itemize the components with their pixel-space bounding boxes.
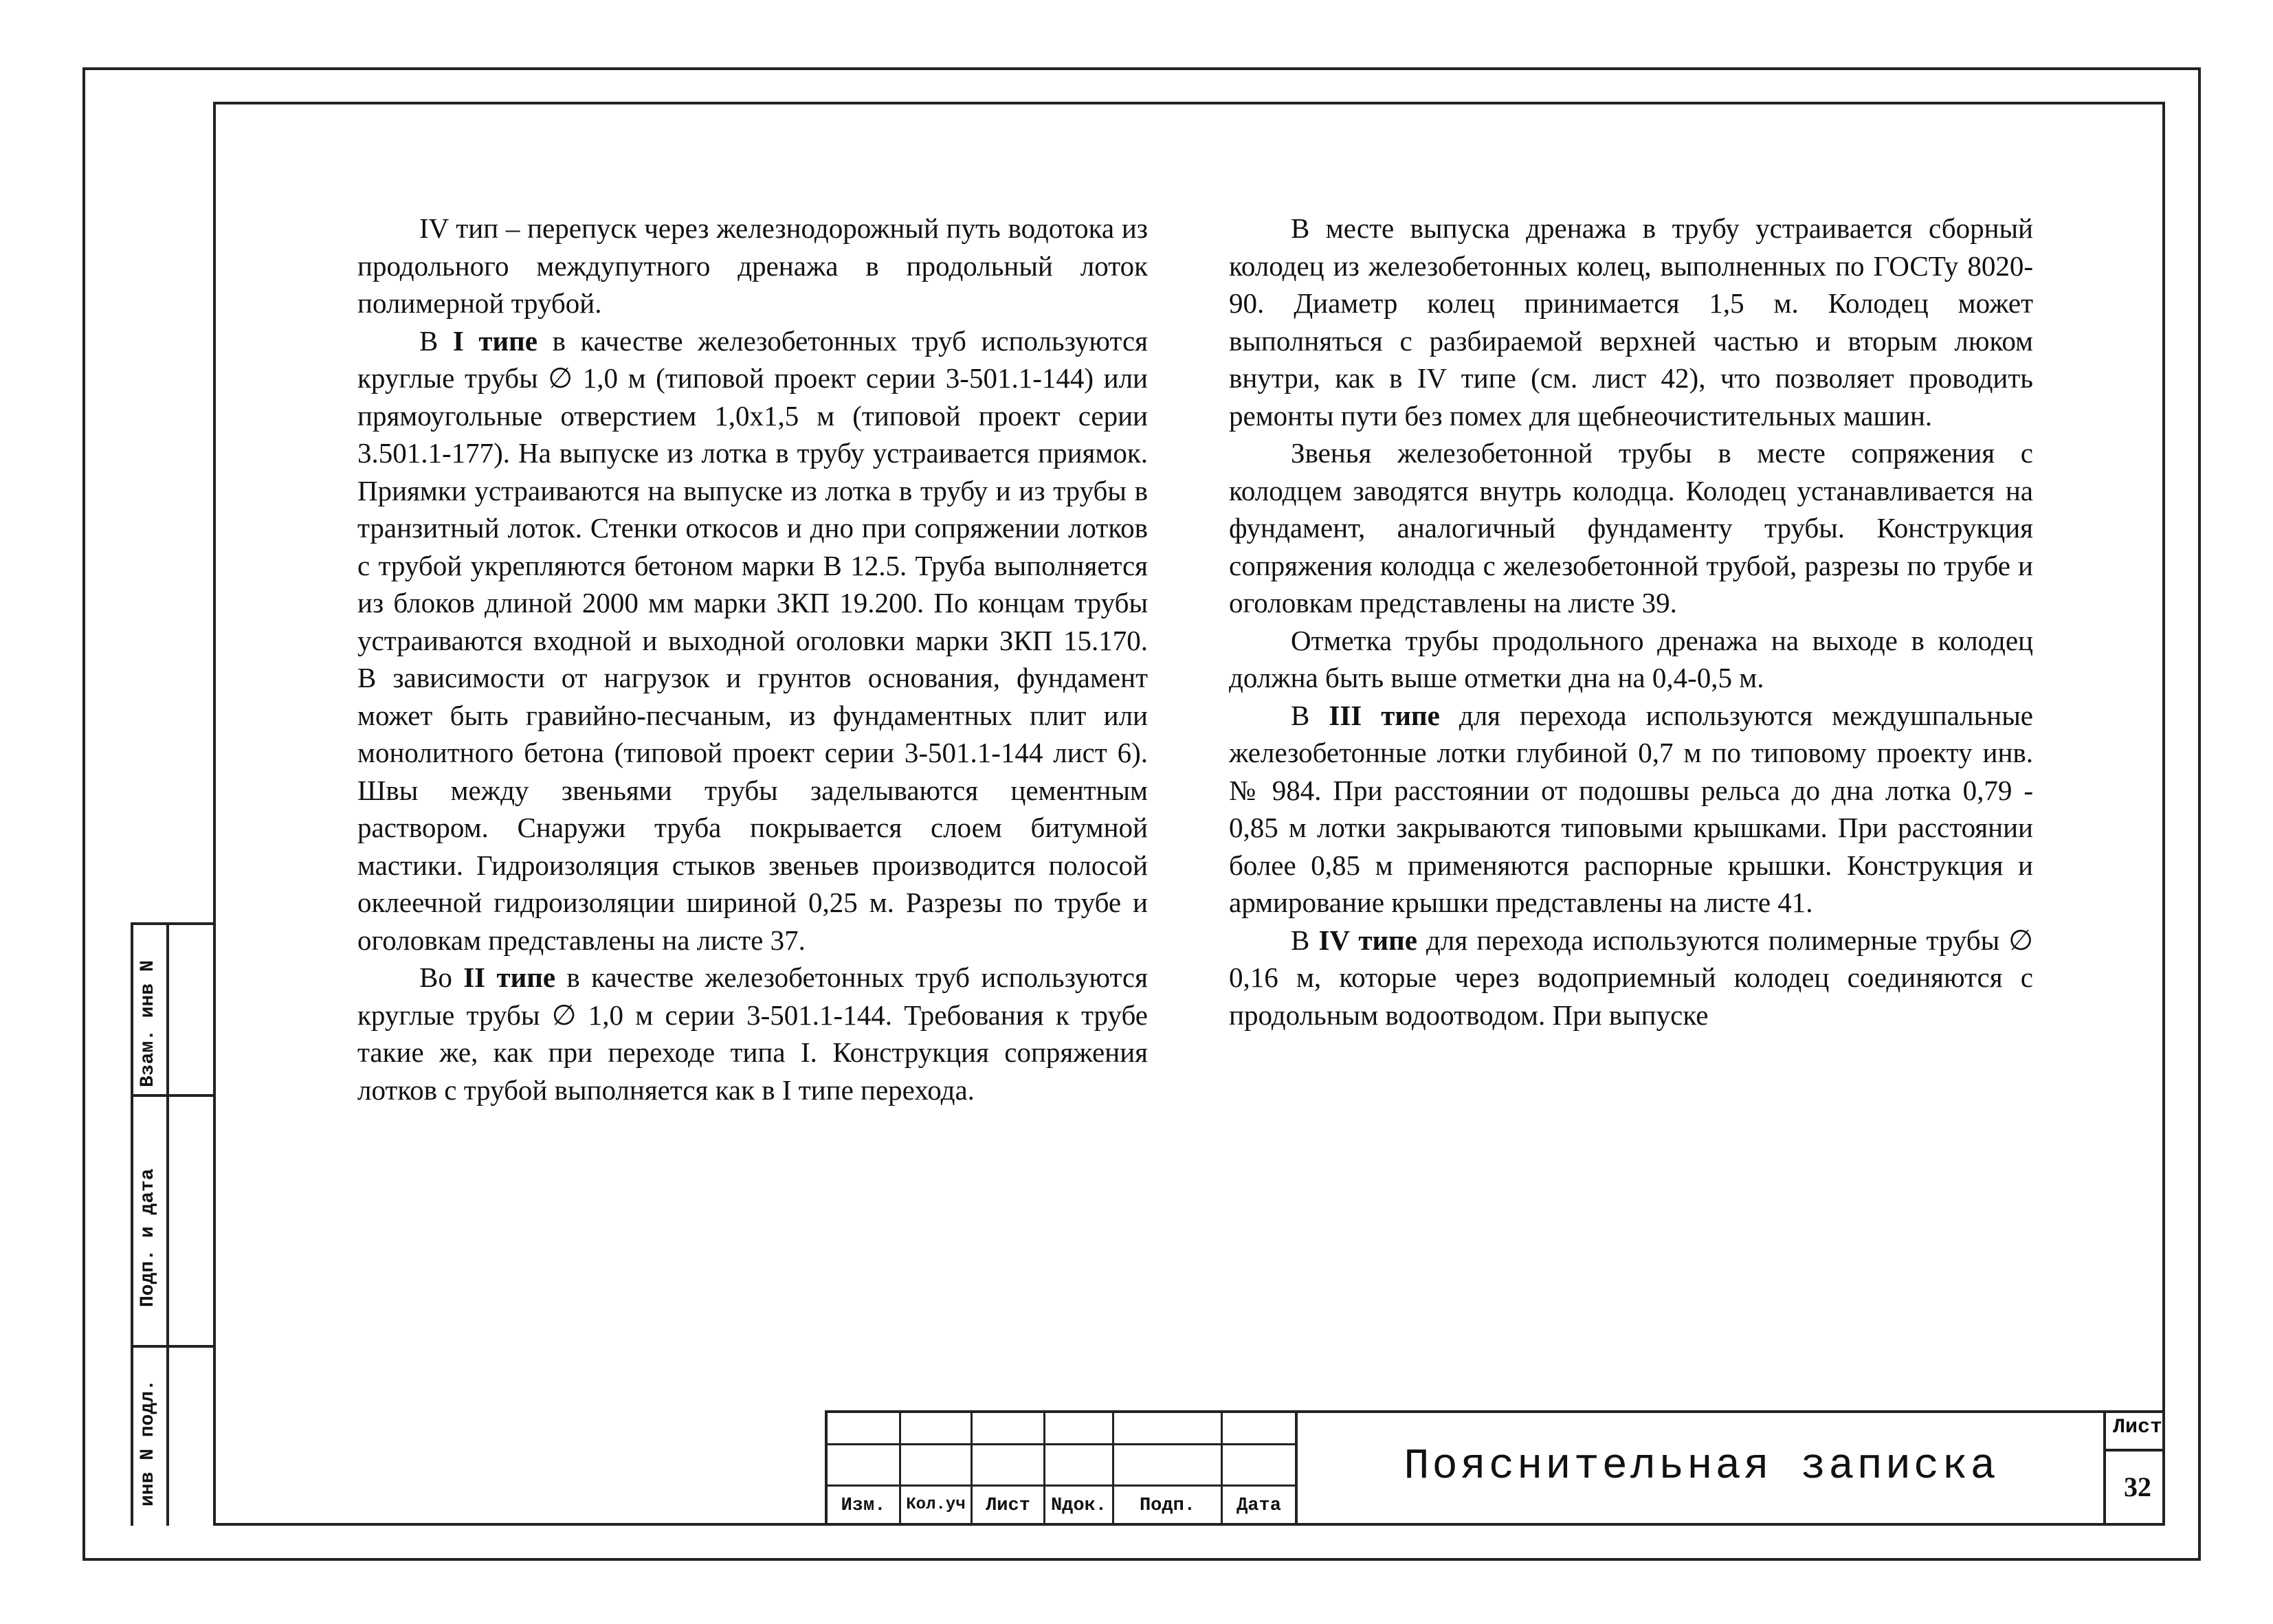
paragraph-pipe-links: Звенья железобетонной трубы в месте сопряжения с колодцем заводятся внутрь колодца. Колодец устанавливается на фундамент, аналогичный фундаменту трубы. Конструкция сопряжения колодца с железобетонной трубой, разрезы по трубе и оголовкам представлены на листе 39. xyxy=(1229,437,2033,619)
sheet-number: 32 xyxy=(2124,1471,2151,1502)
header-data: Дата xyxy=(1237,1495,1281,1516)
paragraph-type-iii: В III типе для перехода используются междушпальные железобетонные лотки глубиной 0,7 м по типовому проекту инв. № 984. При расстоянии от подошвы рельса до дна лотка 0,79 - 0,85 м лотки закрываются типовыми крышками. При расстоянии более 0,85 м применяются распорные крышки. Конструкция и армирование крышки представлены на листе 41. xyxy=(1229,699,2033,918)
paragraph-type-iv: В IV типе для перехода используются полимерные трубы ∅ 0,16 м, которые через водоприемный колодец соединяются с продольным водоотводом. При выпуске xyxy=(1229,924,2033,1031)
stamp-vzam-inv: Взам. инв N xyxy=(137,960,159,1087)
header-kol-uch: Кол.уч xyxy=(906,1495,966,1514)
header-podp: Подп. xyxy=(1139,1495,1195,1516)
header-ndok: Nдок. xyxy=(1050,1495,1107,1516)
paragraph-type-ii: Во II типе в качестве железобетонных труб используются круглые трубы ∅ 1,0 м серии 3-501.1-144. Требования к трубе такие же, как при переходе типа I. Конструкция сопряжения лотков с трубой выполняется как в I типе перехода. xyxy=(357,961,1148,1106)
document-title: Пояснительная записка xyxy=(1404,1442,1999,1491)
header-izm: Изм. xyxy=(841,1495,886,1516)
left-text-column xyxy=(357,210,1148,1109)
side-stamp xyxy=(131,922,227,1526)
paragraph-type-i: В I типе в качестве железобетонных труб используются круглые трубы ∅ 1,0 м (типовой проект серии 3-501.1-144) или прямоугольные отверстием 1,0х1,5 м (типовой проект серии 3.501.1-177). На выпуске из лотка в трубу устраивается приямок. Приямки устраиваются на выпуске из лотка в трубу и из трубы в транзитный лоток. Стенки откосов и дно при сопряжении лотков с трубой укрепляются бетоном марки В 12.5. Труба выполняется из блоков длиной 2000 мм марки ЗКП 19.200. По концам трубы устраиваются входной и выходной оголовки марки ЗКП 15.170. В зависимости от нагрузок и грунтов основания, фундамент может быть гравийно-песчаным, из фундаментных плит или монолитного бетона (типовой проект серии 3-501.1-144 лист 6). Швы между звеньями трубы заделываются цементным раствором. Снаружи труба покрывается слоем битумной мастики. Гидроизоляция стыков звеньев производится полосой оклеечной гидроизоляции шириной 0,25 м. Разрезы по трубе и оголовкам представлены на листе 37. xyxy=(357,324,1148,956)
paragraph-drain-elevation: Отметка трубы продольного дренажа на выходе в колодец должна быть выше отметки дна на 0,4-0,5 м. xyxy=(1229,624,2033,693)
sheet-label: Лист xyxy=(2112,1416,2162,1439)
paragraph-collector-well: В месте выпуска дренажа в трубу устраивается сборный колодец из железобетонных колец, выполненных по ГОСТу 8020-90. Диаметр колец принимается 1,5 м. Колодец может выполняться с разбираемой верхней частью и вторым люком внутри, как в IV типе (см. лист 42), что позволяет проводить ремонты пути без помех для щебнеочистительных машин. xyxy=(1229,212,2033,432)
right-text-column xyxy=(1229,210,2033,1034)
paragraph-type-iv-intro: IV тип – перепуск через железнодорожный путь водотока из продольного междупутного дренажа в продольный лоток полимерной трубой. xyxy=(357,212,1148,319)
stamp-podp-data: Подп. и дата xyxy=(137,1168,159,1307)
header-list: Лист xyxy=(986,1495,1030,1516)
stamp-inv-podl: инв N подл. xyxy=(137,1379,159,1506)
